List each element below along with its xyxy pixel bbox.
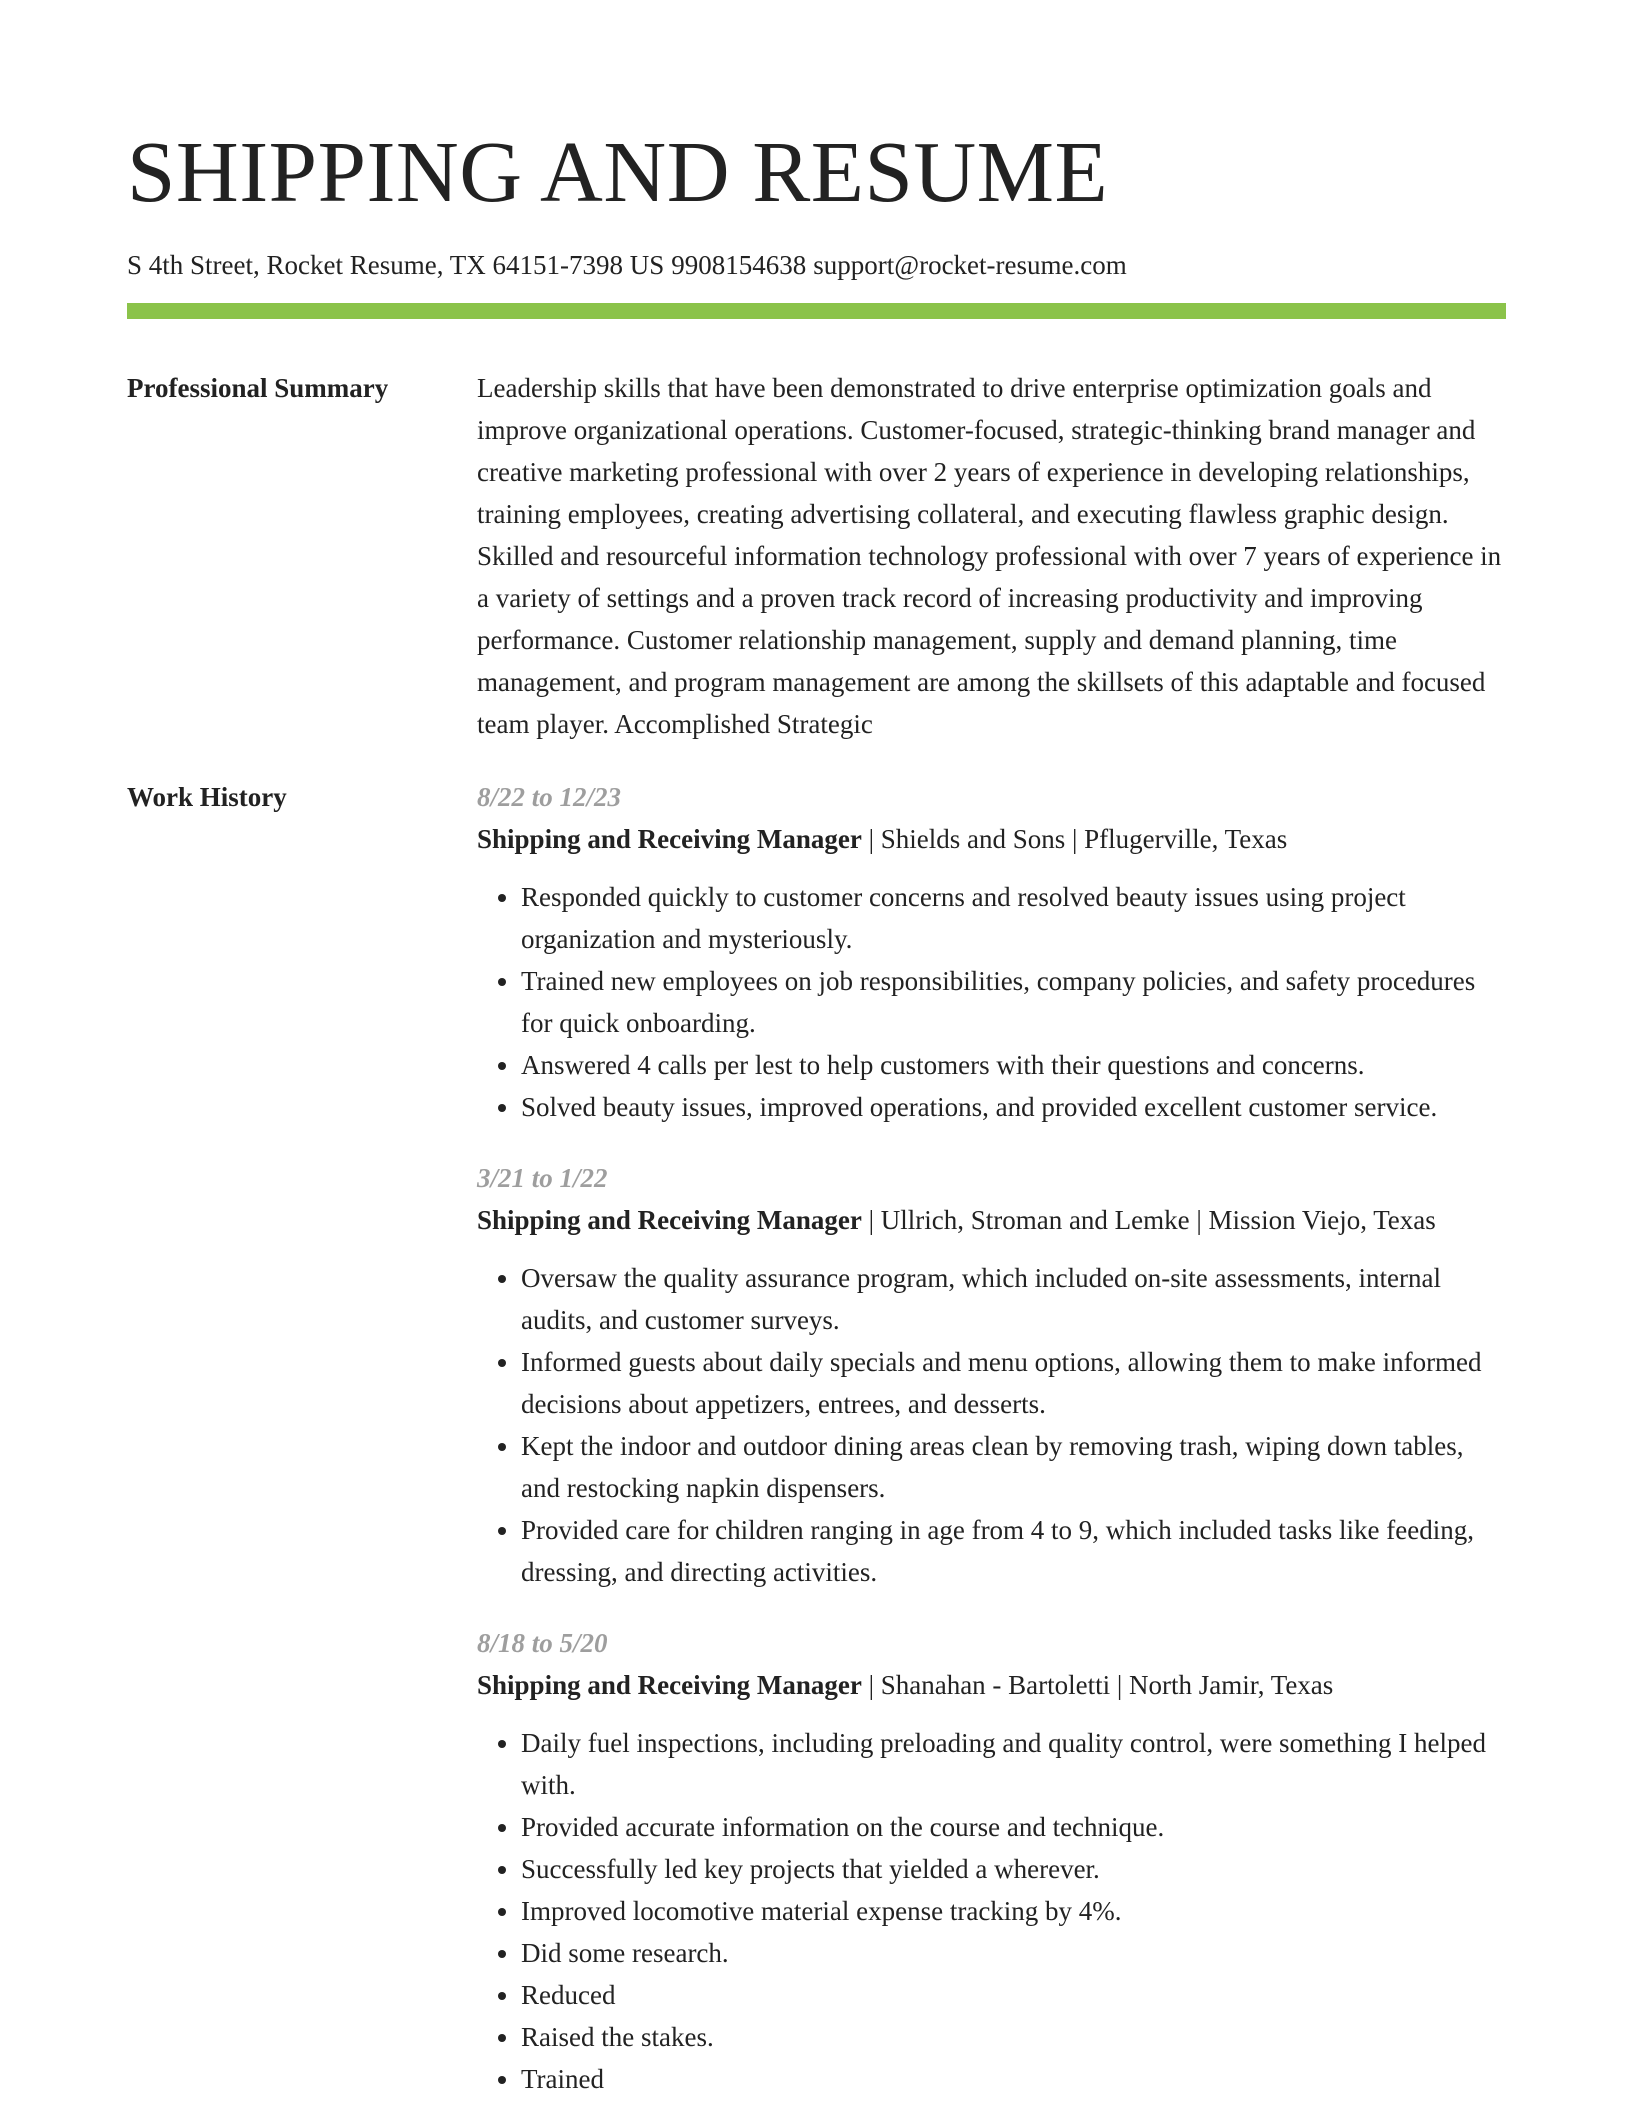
job-title: Shipping and Receiving Manager — [477, 824, 862, 854]
job-bullet: • Raised the stakes. — [521, 2016, 1506, 2058]
job-bullet: • Provided care for children ranging in age from 4 to 9, which included tasks like feeding, dressing, and directing activities. — [521, 1509, 1506, 1593]
resume-name: SHIPPING AND RESUME — [127, 123, 1109, 220]
job-entry — [477, 1622, 1506, 2100]
contact-address: S 4th Street, Rocket Resume, TX 64151-7398 US — [127, 250, 665, 280]
job-bullet: • Trained — [521, 2058, 1506, 2100]
job-title: Shipping and Receiving Manager — [477, 1670, 862, 1700]
job-bullet: • Successfully led key projects that yielded a wherever. — [521, 1848, 1506, 1890]
contact-email: support@rocket-resume.com — [813, 250, 1127, 280]
job-bullet: • Trained new employees on job responsibilities, company policies, and safety procedures for quick onboarding. — [521, 960, 1506, 1044]
job-details: | Ullrich, Stroman and Lemke | Mission Viejo, Texas — [861, 1205, 1436, 1235]
job-title-line — [477, 818, 1506, 860]
job-entry — [477, 776, 1506, 1128]
job-bullets — [477, 1257, 1506, 1593]
accent-divider — [127, 303, 1506, 319]
job-bullet: • Reduced — [521, 1974, 1506, 2016]
job-dates: 8/22 to 12/23 — [477, 782, 622, 812]
summary-text: Leadership skills that have been demonstrated to drive enterprise optimization goals and improve organizational operations. Customer-focused, strategic-thinking brand manager and creative marketing professional with over 2 years of experience in developing relationships, training employees, creating advertising collateral, and executing flawless graphic design. Skilled and resourceful information technology professional with over 7 years of experience in a variety of settings and a proven track record of increasing productivity and improving performance. Customer relationship management, supply and demand planning, time management, and program management are among the skillsets of this adaptable and focused team player. Accomplished Strategic — [477, 373, 1502, 739]
job-bullet: • Improved locomotive material expense tracking by 4%. — [521, 1890, 1506, 1932]
contact-line — [127, 248, 1506, 282]
job-dates: 8/18 to 5/20 — [477, 1628, 608, 1658]
job-bullet: • Oversaw the quality assurance program, which included on-site assessments, internal audits, and customer surveys. — [521, 1257, 1506, 1341]
job-bullet: • Provided accurate information on the course and technique. — [521, 1806, 1506, 1848]
job-bullet: • Did some research. — [521, 1932, 1506, 1974]
job-bullets — [477, 876, 1506, 1128]
job-details: | Shanahan - Bartoletti | North Jamir, Texas — [861, 1670, 1334, 1700]
work-history-section — [127, 776, 1506, 2100]
job-bullet: • Responded quickly to customer concerns and resolved beauty issues using project organization and mysteriously. — [521, 876, 1506, 960]
work-history-list — [477, 776, 1506, 2100]
job-entry — [477, 1157, 1506, 1593]
job-bullet: • Solved beauty issues, improved operations, and provided excellent customer service. — [521, 1086, 1506, 1128]
job-details: | Shields and Sons | Pflugerville, Texas — [861, 824, 1288, 854]
professional-summary-section — [127, 367, 1506, 745]
job-title-line — [477, 1199, 1506, 1241]
contact-phone: 9908154638 — [671, 250, 807, 280]
job-bullet: • Daily fuel inspections, including preloading and quality control, were something I helped with. — [521, 1722, 1506, 1806]
job-dates: 3/21 to 1/22 — [477, 1163, 608, 1193]
job-bullet: • Answered 4 calls per lest to help customers with their questions and concerns. — [521, 1044, 1506, 1086]
section-heading-work-history: Work History — [127, 782, 287, 812]
job-bullet: • Kept the indoor and outdoor dining areas clean by removing trash, wiping down tables, and restocking napkin dispensers. — [521, 1425, 1506, 1509]
job-bullet: • Informed guests about daily specials and menu options, allowing them to make informed decisions about appetizers, entrees, and desserts. — [521, 1341, 1506, 1425]
job-title-line — [477, 1664, 1506, 1706]
section-heading-summary: Professional Summary — [127, 373, 389, 403]
job-bullets — [477, 1722, 1506, 2100]
job-title: Shipping and Receiving Manager — [477, 1205, 862, 1235]
